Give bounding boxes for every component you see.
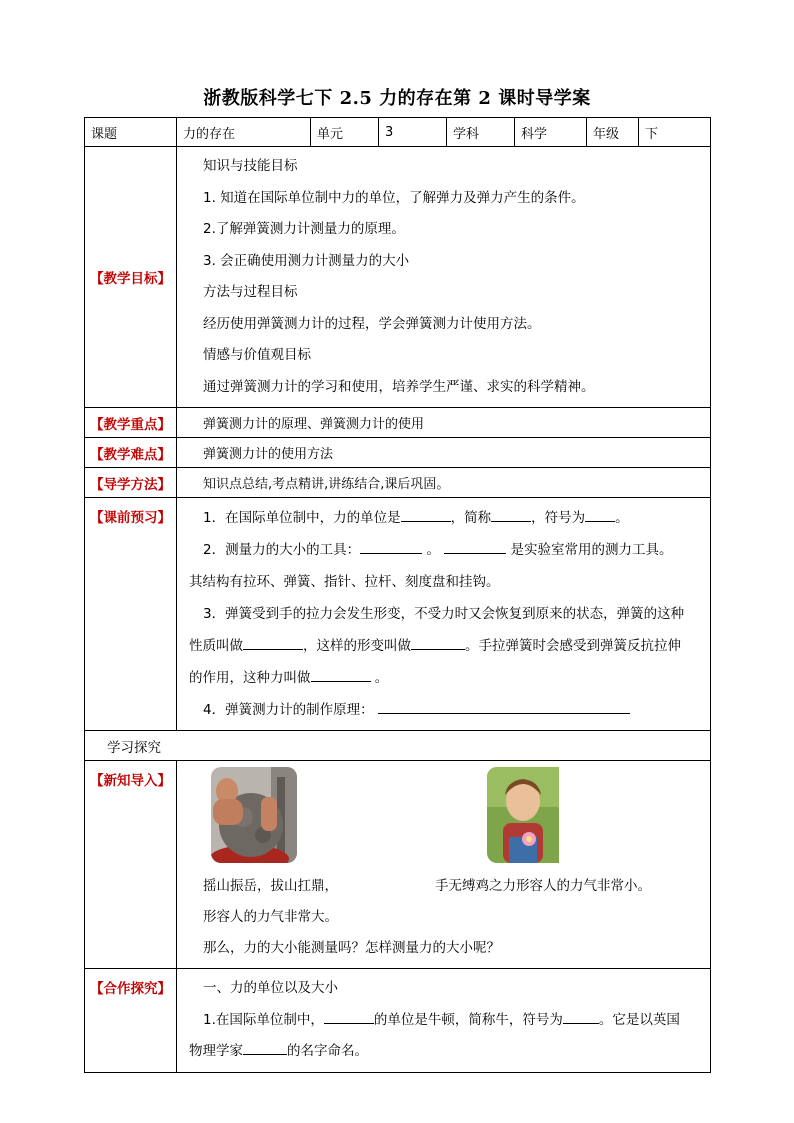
grade-label: 年级 xyxy=(587,118,639,147)
coop-row xyxy=(85,969,711,1073)
study-row xyxy=(85,731,711,761)
key-points-label: 【教学重点】 xyxy=(85,408,177,438)
page-title: 浙教版科学七下 2.5 力的存在第 2 课时导学案 xyxy=(203,88,591,109)
preview-content xyxy=(177,498,711,731)
objectives-label: 【教学目标】 xyxy=(85,147,177,408)
preview-q4: 4．弹簧测力计的制作原理： xyxy=(189,694,700,726)
objectives-row xyxy=(85,147,711,408)
methods-text: 知识点总结,考点精讲,讲练结合,课后巩固。 xyxy=(177,468,711,498)
intro-line-1 xyxy=(203,871,700,902)
preview-q2-cont: 其结构有拉环、弹簧、指针、拉杆、刻度盘和挂钩。 xyxy=(189,574,500,590)
objectives-line: 经历使用弹簧测力计的过程，学会弹簧测力计使用方法。 xyxy=(203,315,541,332)
lesson-plan-table xyxy=(84,117,711,1073)
intro-line-2: 形容人的力气非常大。 xyxy=(203,909,338,925)
unit-value: 3 xyxy=(379,118,447,147)
key-points-row xyxy=(85,408,711,438)
child-photo-icon xyxy=(487,767,573,863)
intro-left-1: 摇山振岳，拔山扛鼎， xyxy=(203,878,338,894)
objectives-line: 1. 知道在国际单位制中力的单位，了解弹力及弹力产生的条件。 xyxy=(203,189,585,206)
preview-q3: 3．弹簧受到手的拉力会发生形变，不受力时又会恢复到原来的状态，弹簧的这种 xyxy=(203,606,685,622)
objectives-line: 知识与技能目标 xyxy=(203,158,298,174)
methods-label: 【导学方法】 xyxy=(85,468,177,498)
objectives-content xyxy=(177,147,711,408)
coop-content xyxy=(177,969,711,1073)
methods-row xyxy=(85,468,711,498)
unit-label: 单元 xyxy=(311,118,379,147)
intro-photos xyxy=(203,761,700,871)
topic-label: 课题 xyxy=(85,118,177,147)
difficulties-row xyxy=(85,438,711,468)
difficulties-text: 弹簧测力计的使用方法 xyxy=(177,438,711,468)
difficulties-label: 【教学难点】 xyxy=(85,438,177,468)
objectives-line: 3. 会正确使用测力计测量力的大小 xyxy=(203,252,410,269)
coop-label: 【合作探究】 xyxy=(85,969,177,1073)
intro-right-1: 手无缚鸡之力形容人的力气非常小。 xyxy=(435,878,651,894)
coop-p2: 物理学家 的名字命名。 xyxy=(189,1036,700,1068)
objectives-line: 通过弹簧测力计的学习和使用，培养学生严谨、求实的科学精神。 xyxy=(203,378,595,395)
grade-value: 下 xyxy=(639,118,711,147)
preview-q2: 2．测量力的大小的工具： 。 是实验室常用的测力工具。 xyxy=(189,534,700,566)
intro-label: 【新知导入】 xyxy=(85,761,177,969)
subject-value: 科学 xyxy=(515,118,587,147)
objectives-line: 2.了解弹簧测力计测量力的原理。 xyxy=(203,221,405,237)
study-label: 学习探究 xyxy=(85,731,711,761)
preview-q1: 1．在国际单位制中，力的单位是 ，简称 ，符号为 。 xyxy=(189,502,700,534)
preview-label: 【课前预习】 xyxy=(85,498,177,731)
preview-row xyxy=(85,498,711,731)
intro-row xyxy=(85,761,711,969)
intro-content xyxy=(177,761,711,969)
objectives-line: 方法与过程目标 xyxy=(203,284,298,300)
objectives-line: 情感与价值观目标 xyxy=(203,347,311,363)
coop-heading: 一、力的单位以及大小 xyxy=(203,980,338,996)
topic-value: 力的存在 xyxy=(177,118,311,147)
key-points-text: 弹簧测力计的原理、弹簧测力计的使用 xyxy=(177,408,711,438)
preview-q3-end: 的作用，这种力叫做 。 xyxy=(189,662,700,694)
header-row xyxy=(85,118,711,147)
strongman-photo-icon xyxy=(211,767,297,863)
intro-question: 那么，力的大小能测量吗？怎样测量力的大小呢？ xyxy=(203,940,500,956)
subject-label: 学科 xyxy=(447,118,515,147)
preview-q3-cont: 性质叫做 ，这样的形变叫做 。手拉弹簧时会感受到弹簧反抗拉伸 xyxy=(189,630,700,662)
coop-p1: 1.在国际单位制中， 的单位是牛顿，简称牛，符号为 。它是以英国 xyxy=(189,1005,700,1037)
